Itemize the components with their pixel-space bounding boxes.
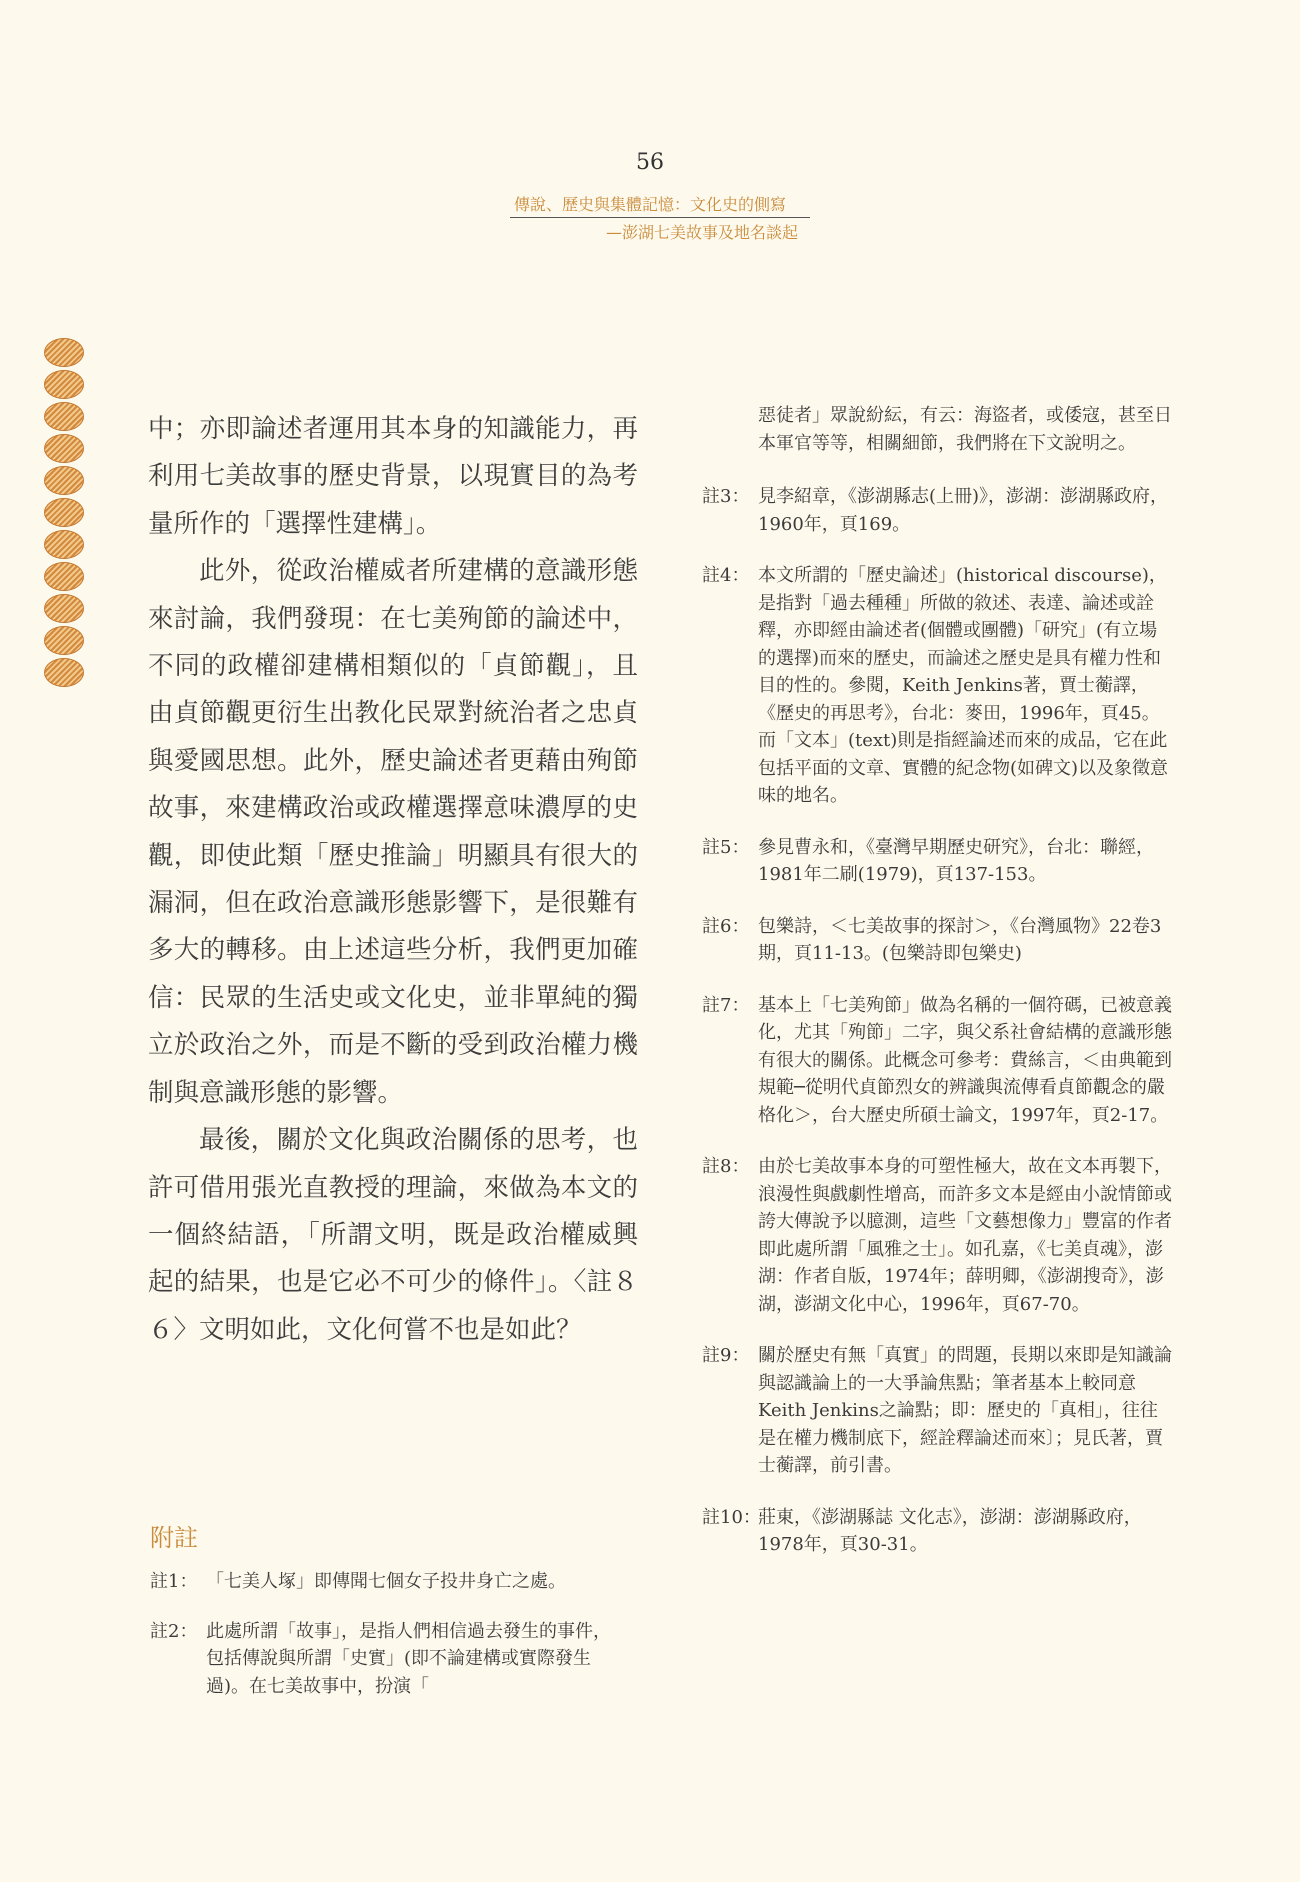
ornament-oval <box>44 402 84 431</box>
footnote <box>150 1618 620 1701</box>
footnote-text: 「七美人塚」即傳聞七個女子投井身亡之處。 <box>206 1571 566 1592</box>
ornament-oval <box>44 434 84 463</box>
footnote-number: 註8： <box>702 1156 750 1177</box>
appendix-title: 附註 <box>150 1524 198 1552</box>
footnote <box>702 1153 1172 1318</box>
running-title-line1: 傳說、歷史與集體記憶：文化史的側寫 <box>510 192 810 218</box>
footnote <box>702 483 1172 538</box>
footnote-number: 註9： <box>702 1345 750 1366</box>
ornament-oval <box>44 498 84 527</box>
body-paragraph: 此外，從政治權威者所建構的意識形態來討論，我們發現：在七美殉節的論述中，不同的政權卻建構相類似的「貞節觀」，且由貞節觀更衍生出教化民眾對統治者之忠貞與愛國思想。此外，歷史論述者更藉由殉節故事，來建構政治或政權選擇意味濃厚的史觀，即使此類「歷史推論」明顯具有很大的漏洞，但在政治意識形態影響下，是很難有多大的轉移。由上述這些分析，我們更加確信：民眾的生活史或文化史，並非單純的獨立於政治之外，而是不斷的受到政治權力機制與意識形態的影響。 <box>148 556 638 1108</box>
footnote <box>150 1568 620 1596</box>
ornament-oval <box>44 530 84 559</box>
body-paragraph: 最後，關於文化與政治關係的思考，也許可借用張光直教授的理論，來做為本文的一個終結語，「所謂文明，既是政治權威興起的結果，也是它必不可少的條件」。〈註８６〉文明如此，文化何嘗不也是如此？ <box>148 1125 638 1345</box>
footnote-number: 註7： <box>702 994 750 1016</box>
footnote-text: 關於歷史有無「真實」的問題，長期以來即是知識論與認識論上的一大爭論焦點；筆者基本上較同意Keith Jenkins之論點；即：歷史的「真相」，往往是在權力機制底下，經詮釋論述而來〕；見氏著，賈士蘅譯，前引書。 <box>758 1345 1172 1476</box>
footnote-text: 莊東，《澎湖縣誌 文化志》，澎湖：澎湖縣政府，1978年，頁30-31。 <box>758 1506 1142 1555</box>
notes-right-column <box>702 402 1172 1559</box>
footnote-text: 見李紹章，《澎湖縣志(上冊)》，澎湖：澎湖縣政府，1960年，頁169。 <box>758 486 1169 535</box>
footnote <box>702 992 1172 1130</box>
footnote-text: 由於七美故事本身的可塑性極大，故在文本再製下，浪漫性與戲劇性增高，而許多文本是經由小說情節或誇大傳說予以臆測，這些「文藝想像力」豐富的作者即此處所謂「風雅之士」。如孔嘉，《七美貞魂》，澎湖：作者自版，1974年；薛明卿，《澎湖搜奇》，澎湖，澎湖文化中心，1996年，頁67-70。 <box>758 1156 1172 1315</box>
footnote-number: 註3： <box>702 486 750 507</box>
footnote-number: 註5： <box>702 836 750 858</box>
body-paragraph: 中；亦即論述者運用其本身的知識能力，再利用七美故事的歷史背景，以現實目的為考量所作的「選擇性建構」。 <box>148 414 638 539</box>
footnote-continuation: 惡徒者」眾說紛紜，有云：海盜者，或倭寇，甚至日本軍官等等，相關細節，我們將在下文說明之。 <box>758 405 1172 454</box>
footnote-number: 註6： <box>702 915 750 937</box>
footnote <box>702 1504 1172 1559</box>
decorative-ornament-column <box>42 338 86 690</box>
footnote <box>702 1342 1172 1480</box>
footnote <box>702 562 1172 810</box>
footnote <box>702 834 1172 889</box>
footnote-number: 註1： <box>150 1571 198 1592</box>
ornament-oval <box>44 338 84 367</box>
footnote-number: 註4： <box>702 565 750 586</box>
footnote-text: 參見曹永和，《臺灣早期歷史研究》，台北：聯經，1981年二刷(1979)，頁137-153。 <box>758 836 1154 885</box>
ornament-oval <box>44 658 84 687</box>
main-text-column <box>148 406 638 1354</box>
footnote-number: 註10： <box>702 1506 761 1528</box>
ornament-oval <box>44 562 84 591</box>
footnote-text: 本文所謂的「歷史論述」(historical discourse)，是指對「過去種種」所做的敘述、表達、論述或詮釋，亦即經由論述者(個體或團體)「研究」(有立場的選擇)而來的歷史，而論述之歷史是具有權力性和目的性的。參閱，Keith Jenkins著，賈士蘅譯，《歷史的再思考》，台北：麥田，1996年，頁45。而「文本」(text)則是指經論述而來的成品，它在此包括平面的文章、實體的紀念物(如碑文)以及象徵意味的地名。 <box>758 565 1169 806</box>
ornament-oval <box>44 466 84 495</box>
ornament-oval <box>44 626 84 655</box>
running-title-line2: —澎湖七美故事及地名談起 <box>605 223 798 242</box>
page-number: 56 <box>636 150 664 175</box>
footnote-text: 包樂詩，＜七美故事的探討＞，《台灣風物》22卷3期，頁11-13。(包樂詩即包樂史) <box>758 915 1162 964</box>
ornament-oval <box>44 370 84 399</box>
footnote-text: 此處所謂「故事」，是指人們相信過去發生的事件，包括傳說與所謂「史實」(即不論建構或實際發生過)。在七美故事中，扮演「 <box>206 1620 611 1697</box>
running-head <box>510 192 810 243</box>
footnote-number: 註2： <box>150 1620 198 1642</box>
footnote-text: 基本上「七美殉節」做為名稱的一個符碼，已被意義化，尤其「殉節」二字，與父系社會結構的意識形態有很大的關係。此概念可參考：費絲言，＜由典範到規範─從明代貞節烈女的辨識與流傳看貞節觀念的嚴格化＞，台大歷史所碩士論文，1997年，頁2-17。 <box>758 994 1172 1126</box>
ornament-oval <box>44 594 84 623</box>
notes-left-column <box>150 1568 620 1700</box>
footnote <box>702 913 1172 968</box>
